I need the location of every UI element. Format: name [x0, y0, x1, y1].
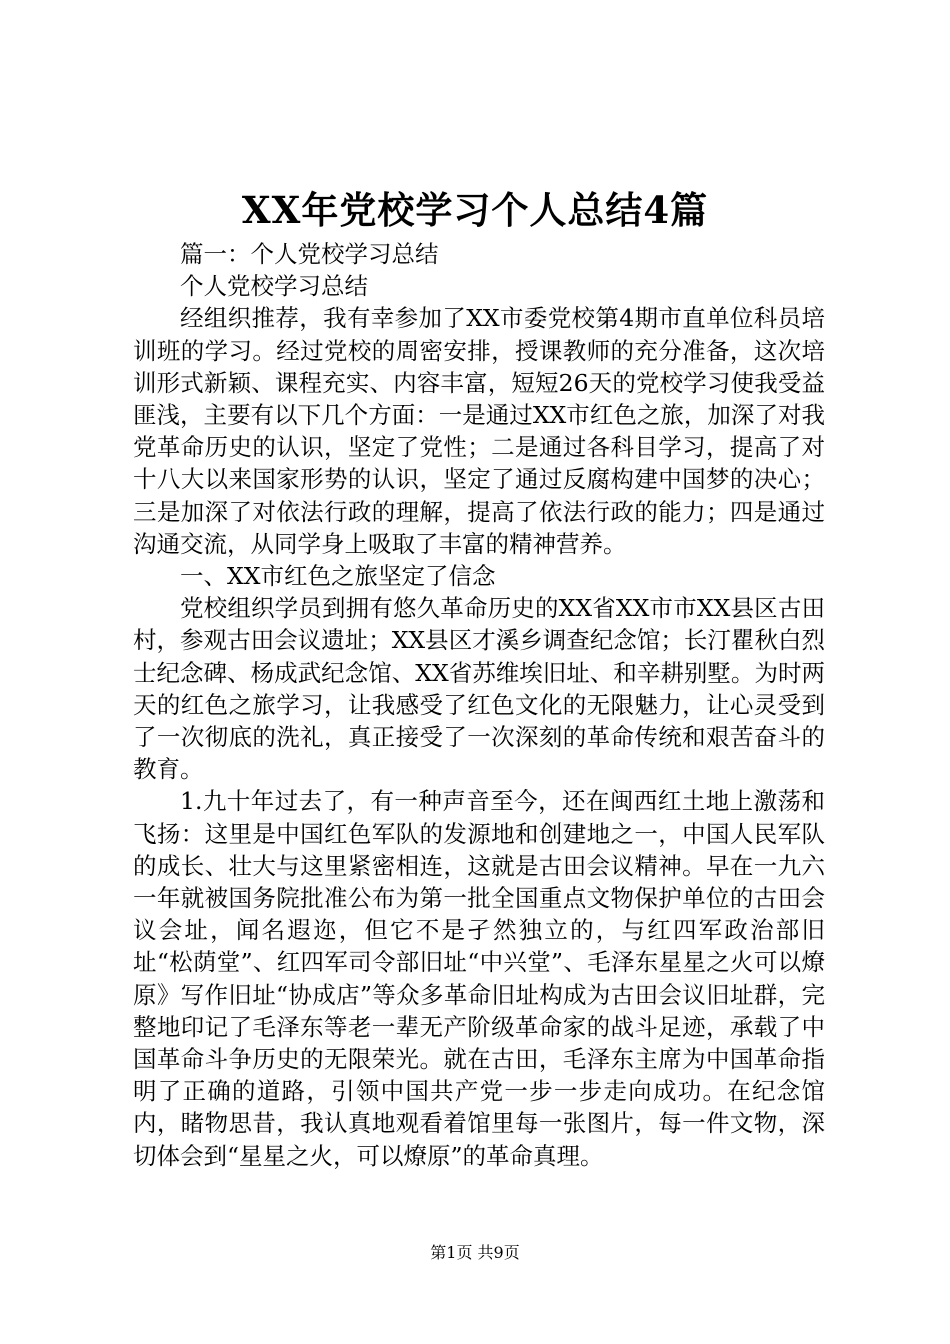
subsection-heading: 个人党校学习总结 [180, 272, 368, 301]
page-footer: 第1页 共9页 [430, 1243, 520, 1262]
document-body [133, 238, 825, 1172]
section-heading: 一、XX市红色之旅坚定了信念 [180, 562, 496, 591]
section-heading: 篇一：个人党校学习总结 [180, 240, 439, 268]
body-paragraph: 经组织推荐，我有幸参加了XX市委党校第4期市直单位科员培训班的学习。经过党校的周密安排，授课教师的充分准备，这次培训形式新颖、课程充实、内容丰富，短短26天的党校学习使我受益匪浅，主要有以下几个方面：一是通过XX市红色之旅，加深了对我党革命历史的认识，坚定了党性；二是通过各科目学习，提高了对十八大以来国家形势的认识，坚定了通过反腐构建中国梦的决心；三是加深了对依法行政的理解，提高了依法行政的能力；四是通过沟通交流，从同学身上吸取了丰富的精神营养。 [133, 304, 825, 558]
body-paragraph: 党校组织学员到拥有悠久革命历史的XX省XX市市XX县区古田村，参观古田会议遗址；XX县区才溪乡调查纪念馆；长汀瞿秋白烈士纪念碑、杨成武纪念馆、XX省苏维埃旧址、和辛耕别墅。为时两天的红色之旅学习，让我感受了红色文化的无限魅力，让心灵受到了一次彻底的洗礼，真正接受了一次深刻的革命传统和艰苦奋斗的教育。 [133, 594, 825, 784]
body-paragraph: 1.九十年过去了，有一种声音至今，还在闽西红土地上激荡和飞扬：这里是中国红色军队的发源地和创建地之一，中国人民军队的成长、壮大与这里紧密相连，这就是古田会议精神。早在一九六一年就被国务院批准公布为第一批全国重点文物保护单位的古田会议会址，闻名遐迩，但它不是孑然独立的，与红四军政治部旧址“松荫堂”、红四军司令部旧址“中兴堂”、毛泽东星星之火可以燎原》写作旧址“协成店”等众多革命旧址构成为古田会议旧址群，完整地印记了毛泽东等老一辈无产阶级革命家的战斗足迹，承载了中国革命斗争历史的无限荣光。就在古田，毛泽东主席为中国革命指明了正确的道路，引领中国共产党一步一步走向成功。在纪念馆内，睹物思昔，我认真地观看着馆里每一张图片，每一件文物，深切体会到“星星之火，可以燎原”的革命真理。 [133, 787, 825, 1170]
document-title: XX年党校学习个人总结4篇 [241, 188, 709, 232]
